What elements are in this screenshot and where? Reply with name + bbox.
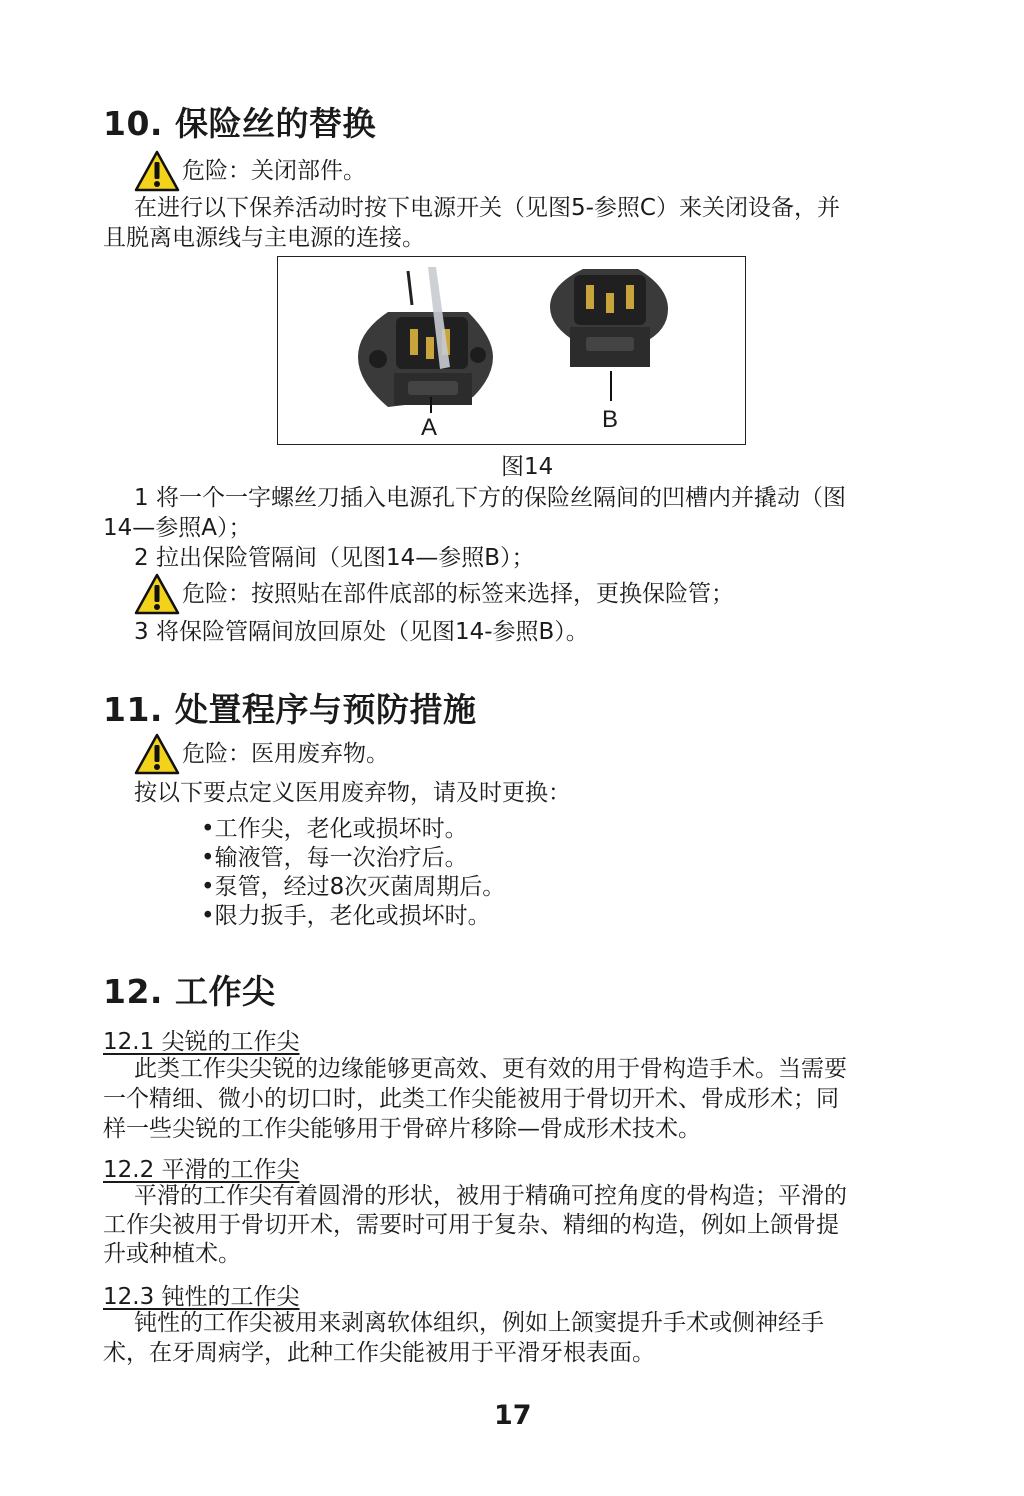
list-item: •泵管，经过8次灭菌周期后。	[201, 874, 506, 900]
socket-a-image	[358, 267, 493, 413]
subsection-12-1-title: 12.1 尖锐的工作尖	[103, 1029, 300, 1055]
step-2: 2 拉出保险管隔间（见图14—参照B）；	[134, 545, 535, 571]
section-12-heading: 12. 工作尖	[103, 972, 276, 1011]
figure-label-a: A	[421, 414, 438, 441]
paragraph-line: 此类工作尖尖锐的边缘能够更高效、更有效的用于骨构造手术。当需要	[134, 1056, 847, 1082]
paragraph-line: 平滑的工作尖有着圆滑的形状，被用于精确可控角度的骨构造；平滑的	[134, 1183, 847, 1209]
list-item: •输液管，每一次治疗后。	[201, 845, 468, 871]
step-1-line: 14—参照A）；	[103, 515, 252, 541]
page-number: 17	[494, 1400, 532, 1431]
list-item: •工作尖，老化或损坏时。	[201, 816, 468, 842]
waste-intro: 按以下要点定义医用废弃物，请及时更换：	[134, 780, 571, 806]
warning-text: 危险：关闭部件。	[182, 158, 366, 184]
subsection-12-2-title: 12.2 平滑的工作尖	[103, 1157, 300, 1183]
warning-triangle-icon	[134, 150, 180, 192]
paragraph-line: 术，在牙周病学，此种工作尖能被用于平滑牙根表面。	[103, 1340, 655, 1366]
warning-fuse-label	[134, 573, 734, 615]
section-11-heading: 11. 处置程序与预防措施	[103, 690, 477, 729]
step-1-line: 1 将一个一字螺丝刀插入电源孔下方的保险丝隔间的凹槽内并撬动（图	[134, 485, 846, 511]
list-item: •限力扳手，老化或损坏时。	[201, 903, 491, 929]
socket-b-image	[550, 269, 668, 401]
subsection-12-3-title: 12.3 钝性的工作尖	[103, 1284, 300, 1310]
paragraph-line: 升或种植术。	[103, 1241, 241, 1267]
warning-text: 危险：按照贴在部件底部的标签来选择，更换保险管；	[182, 581, 734, 607]
section-10-heading: 10. 保险丝的替换	[103, 104, 376, 143]
figure-caption: 图14	[501, 454, 554, 480]
paragraph-line: 钝性的工作尖被用来剥离软体组织，例如上颌窦提升手术或侧神经手	[134, 1310, 824, 1336]
figure-14	[277, 256, 746, 445]
step-3: 3 将保险管隔间放回原处（见图14-参照B）。	[134, 619, 589, 645]
paragraph-line: 一个精细、微小的切口时，此类工作尖能被用于骨切开术、骨成形术；同	[103, 1086, 839, 1112]
figure-label-b: B	[602, 406, 619, 433]
warning-triangle-icon	[134, 733, 180, 775]
paragraph-line: 在进行以下保养活动时按下电源开关（见图5-参照C）来关闭设备，并	[134, 195, 840, 221]
paragraph-line: 且脱离电源线与主电源的连接。	[103, 225, 425, 251]
warning-medical-waste	[134, 733, 389, 775]
warning-text: 危险：医用废弃物。	[182, 741, 389, 767]
fuse-socket-illustration	[278, 257, 744, 443]
paragraph-line: 样一些尖锐的工作尖能够用于骨碎片移除—骨成形术技术。	[103, 1116, 701, 1142]
warning-power-off	[134, 150, 366, 192]
paragraph-line: 工作尖被用于骨切开术，需要时可用于复杂、精细的构造，例如上颌骨提	[103, 1212, 839, 1238]
warning-triangle-icon	[134, 573, 180, 615]
